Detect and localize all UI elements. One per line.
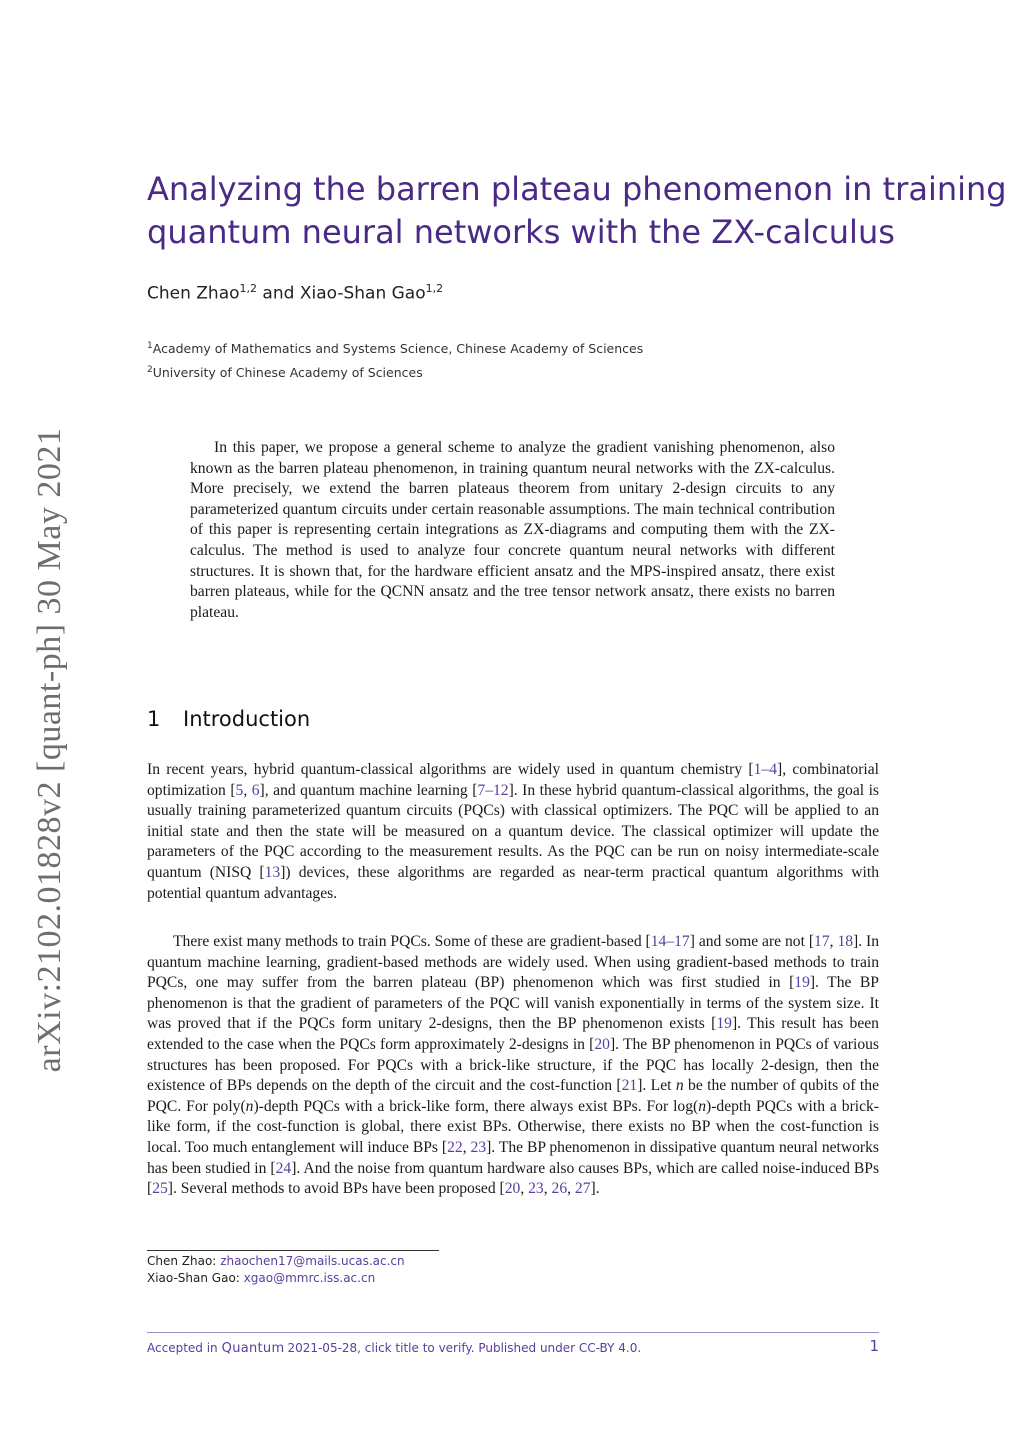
citation-link[interactable]: 26 (551, 1180, 568, 1198)
citation-link[interactable]: 18 (837, 933, 854, 950)
citation-link[interactable]: 5 (235, 781, 244, 799)
math-variable: n (675, 1077, 684, 1095)
text-run: ]. In these hybrid quantum-classical algorithms, the goal is usually training parameterized quantum circuits (PQCs) with classical optimizers. The PQC will be applied to an initial state and then the state will be measured on a quantum device. The classical optimizer will update the parameters of the PQC according to the measurement results. As the PQC can be run on noisy intermediate-scale quantum (NISQ [ (147, 781, 879, 881)
text-run: )-depth PQCs with a brick-like form, if the cost-function is global, there exist BPs. Otherwise, there exists no BP when the cost-function is local. Too much entanglement will induce BPs [ (147, 1097, 880, 1156)
citation-link[interactable]: 22 (447, 1138, 463, 1156)
text-run: , (567, 1180, 575, 1198)
math-variable: n (698, 1097, 707, 1115)
text-run: )-depth PQCs with a brick-like form, there always exist BPs. For log( (253, 1097, 699, 1115)
citation-link[interactable]: 1–4 (753, 761, 778, 778)
citation-link[interactable]: 14–17 (650, 933, 690, 950)
text-run: , (243, 781, 252, 799)
page-number: 1 (869, 1337, 879, 1355)
affiliation-text: University of Chinese Academy of Sciences (152, 365, 423, 381)
quantum-journal-logo: Quantum (221, 1341, 285, 1356)
abstract: In this paper, we propose a general scheme to analyze the gradient vanishing phenomenon, also known as the barren plateau phenomenon, in training quantum neural networks with the ZX-calculus. More precisely, we extend the barren plateaus theorem from unitary 2-design circuits to any parameterized quantum circuits under certain reasonable assumptions. The main technical contribution of this paper is representing certain integrations as ZX-diagrams and computing them with the ZX-calculus. The method is used to analyze four concrete quantum neural networks with different structures. It is shown that, for the hardware efficient ansatz and the MPS-inspired ansatz, there exist barren plateaus, while for the QCNN ansatz and the tree tensor network ansatz, there exists no barren plateau. (190, 439, 835, 621)
text-run: , (543, 1180, 552, 1198)
text-run: , (829, 933, 838, 950)
citation-link[interactable]: 20 (594, 1035, 610, 1053)
text-run: ]) devices, these algorithms are regarded as near-term practical quantum algorithms with potential quantum advantages. (147, 863, 879, 902)
text-run: There exist many methods to train PQCs. Some of these are gradient-based [ (173, 933, 651, 950)
paper-title[interactable] (147, 168, 1007, 254)
author-conjunction: and (257, 283, 300, 304)
email-link[interactable]: zhaochen17@mails.ucas.ac.cn (220, 1254, 405, 1268)
affiliation-2 (147, 365, 423, 380)
section-heading-introduction (147, 707, 310, 731)
text-run: ] and some are not [ (689, 933, 815, 950)
affiliation-text: Academy of Mathematics and Systems Science, Chinese Academy of Sciences (152, 341, 644, 357)
citation-link[interactable]: 24 (275, 1159, 292, 1177)
citation-link[interactable]: 23 (528, 1180, 544, 1198)
math-variable: n (245, 1097, 254, 1115)
text-run: , (520, 1180, 529, 1198)
citation-link[interactable]: 7–12 (477, 781, 509, 799)
citation-link[interactable]: 19 (716, 1015, 732, 1033)
affiliation-1 (147, 341, 643, 356)
text-run: , (462, 1138, 471, 1156)
text-run: ]. (590, 1180, 600, 1198)
citation-link[interactable]: 19 (794, 974, 810, 992)
text-run: ]. This result has been extended to the case when the PQCs form approximately 2-designs in [ (147, 1015, 879, 1053)
paper-title-line-1: Analyzing the barren plateau phenomenon in training (147, 170, 1007, 208)
intro-paragraph-2 (147, 932, 879, 1200)
text-run: ]. Let (637, 1077, 676, 1095)
text-run: In recent years, hybrid quantum-classical algorithms are widely used in quantum chemistry [ (147, 761, 754, 778)
text-run: ]. And the noise from quantum hardware also causes BPs, which are called noise-induced BPs [ (147, 1159, 880, 1198)
section-number: 1 (147, 707, 161, 731)
text-run: ]. The BP phenomenon is that the gradient of parameters of the PQC will vanish exponentially in terms of the system size. It was proved that if the PQCs form unitary 2-designs, then the BP phenomenon exists [ (147, 974, 879, 1033)
footnote-name: Xiao-Shan Gao: (147, 1271, 240, 1285)
text-run: ]. The BP phenomenon in dissipative quantum neural networks has been studied in [ (147, 1138, 879, 1177)
author-list (147, 282, 443, 304)
citation-link[interactable]: 6 (251, 781, 260, 799)
footnote-author-1 (147, 1254, 405, 1268)
footnote-name: Chen Zhao: (147, 1254, 217, 1268)
author-name: Chen Zhao (147, 283, 240, 304)
text-run: be the number of qubits of the PQC. For poly( (147, 1077, 879, 1115)
affiliation-marker: 2 (147, 365, 153, 375)
citation-link[interactable]: 23 (470, 1138, 487, 1156)
footnote-divider (147, 1250, 439, 1251)
footer-verification-text: 2021-05-28, click title to verify. Published under CC-BY 4.0. (287, 1341, 642, 1355)
citation-link[interactable]: 21 (621, 1077, 638, 1095)
text-run: ], and quantum machine learning [ (259, 781, 478, 799)
section-title: Introduction (183, 707, 311, 731)
arxiv-identifier-stamp[interactable]: arXiv:2102.01828v2 [quant-ph] 30 May 2021 (31, 427, 68, 1073)
footer-accepted-label: Accepted in (147, 1341, 218, 1355)
text-run: ], combinatorial optimization [ (147, 761, 879, 799)
text-run: ]. Several methods to avoid BPs have been proposed [ (167, 1180, 505, 1198)
footer-divider (147, 1332, 879, 1333)
author-affiliation-marker: 1,2 (239, 282, 258, 295)
footer-acceptance-line[interactable] (147, 1341, 641, 1356)
text-run: ]. The BP phenomenon in PQCs of various structures has been proposed. For PQCs with a brick-like structure, if the PQC has locally 2-design, then the existence of BPs depends on the depth of the circuit and the cost-function [ (147, 1035, 879, 1095)
email-link[interactable]: xgao@mmrc.iss.ac.cn (243, 1271, 376, 1285)
text-run: ]. In quantum machine learning, gradient-based methods are widely used. When using gradient-based methods to train PQCs, one may suffer from the barren plateau (BP) phenomenon which was first studied in [ (147, 933, 880, 992)
citation-link[interactable]: 13 (264, 863, 281, 881)
author-affiliation-marker: 1,2 (425, 282, 444, 295)
intro-paragraph-1 (147, 760, 879, 904)
paper-title-line-2: quantum neural networks with the ZX-calculus (147, 213, 895, 251)
citation-link[interactable]: 17 (814, 933, 830, 950)
citation-link[interactable]: 27 (574, 1180, 591, 1198)
footnote-author-2 (147, 1271, 375, 1285)
author-name: Xiao-Shan Gao (299, 283, 426, 304)
citation-link[interactable]: 25 (152, 1180, 168, 1198)
affiliation-marker: 1 (147, 341, 153, 351)
citation-link[interactable]: 20 (504, 1180, 521, 1198)
